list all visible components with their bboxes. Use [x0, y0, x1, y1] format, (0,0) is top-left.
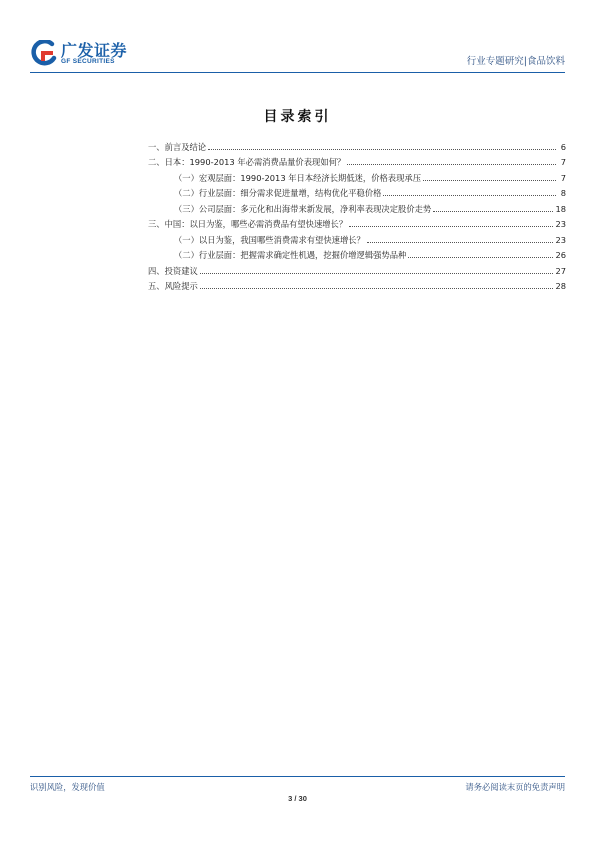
toc-entry-2-3[interactable]	[148, 198, 566, 214]
footer-slogan: 识别风险，发现价值	[30, 782, 105, 792]
toc-entry-3-2[interactable]	[148, 245, 566, 261]
toc-entry-text: 二、日本：1990-2013 年必需消费品量价表现如何？	[148, 157, 346, 167]
table-of-contents	[148, 136, 566, 291]
toc-page-number: 28	[555, 281, 566, 291]
toc-page-number: 26	[555, 250, 566, 260]
footer-disclaimer: 请务必阅读末页的免责声明	[465, 782, 565, 792]
toc-entry-1[interactable]	[148, 136, 566, 152]
toc-leader-dots	[423, 180, 556, 181]
toc-leader-dots	[433, 211, 553, 212]
toc-page-number: 7	[560, 157, 566, 167]
toc-page-number: 18	[555, 203, 566, 214]
toc-leader-dots	[349, 226, 553, 227]
page-number: 3 / 30	[288, 794, 307, 803]
toc-entry-2-2[interactable]	[148, 183, 566, 199]
toc-page-number: 27	[555, 265, 566, 276]
toc-page-number: 23	[555, 234, 566, 245]
company-logo	[30, 38, 140, 70]
toc-page-number: 6	[560, 141, 566, 152]
logo-chinese-text: 广发证券	[61, 41, 128, 60]
footer-divider	[30, 776, 565, 777]
logo-english-text: GF SECURITIES	[61, 58, 115, 65]
toc-leader-dots	[200, 288, 554, 289]
report-category: 行业专题研究|食品饮料	[466, 56, 565, 67]
toc-leader-dots	[408, 257, 553, 258]
toc-entry-text: （一）以日为鉴，我国哪些消费需求有望快速增长？	[174, 234, 365, 245]
toc-entry-text: 四、投资建议	[148, 265, 198, 276]
toc-leader-dots	[367, 242, 554, 243]
toc-entry-5[interactable]	[148, 276, 566, 292]
toc-leader-dots	[383, 195, 556, 196]
gf-logo-icon	[30, 40, 58, 68]
toc-entry-3-1[interactable]	[148, 229, 566, 245]
toc-entry-2-1[interactable]	[148, 167, 566, 183]
toc-leader-dots	[208, 149, 556, 150]
toc-entry-3[interactable]	[148, 214, 566, 230]
toc-entry-text: 三、中国：以日为鉴，哪些必需消费品有望快速增长？	[148, 219, 348, 229]
toc-entry-text: （三）公司层面：多元化和出海带来新发展，净利率表现决定股价走势	[174, 203, 432, 214]
toc-leader-dots	[347, 164, 556, 165]
toc-page-number: 7	[560, 172, 566, 183]
toc-entry-4[interactable]	[148, 260, 566, 276]
toc-entry-2[interactable]	[148, 152, 566, 168]
toc-entry-text: （二）行业层面：把握需求确定性机遇，挖掘价增逻辑强势品种	[174, 250, 407, 260]
toc-page-number: 23	[555, 219, 566, 229]
toc-leader-dots	[200, 273, 554, 274]
toc-title: 目录索引	[263, 109, 332, 125]
toc-entry-text: （一）宏观层面：1990-2013 年日本经济长期低迷，价格表现承压	[174, 172, 421, 183]
toc-entry-text: 五、风险提示	[148, 281, 198, 291]
toc-page-number: 8	[560, 188, 566, 198]
toc-entry-text: （二）行业层面：细分需求促进量增，结构优化平稳价格	[174, 188, 382, 198]
toc-entry-text: 一、前言及结论	[148, 141, 207, 152]
header-divider	[30, 72, 565, 73]
page-header	[30, 38, 565, 72]
